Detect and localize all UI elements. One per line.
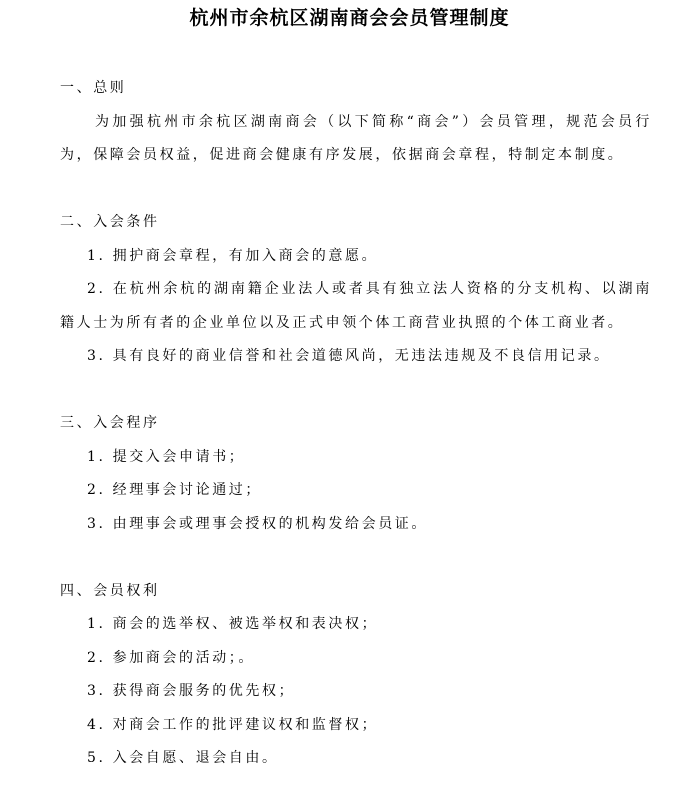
document-title: 杭州市余杭区湖南商会会员管理制度 [189, 7, 510, 29]
section-general [60, 72, 652, 173]
section-heading: 四、会员权利 [60, 582, 160, 599]
section-heading: 二、入会条件 [60, 214, 160, 230]
list-item: 3. 具有良好的商业信誉和社会道德风尚，无违法违规及不良信用记录。 [87, 348, 611, 364]
list-item: 2. 参加商会的活动；。 [87, 649, 256, 666]
list-item: 1. 提交入会申请书； [87, 448, 246, 465]
list-item: 1. 商会的选举权、被选举权和表决权； [87, 616, 379, 632]
section-heading: 一、总则 [60, 80, 127, 96]
list-item: 5. 入会自愿、退会自由。 [87, 750, 279, 766]
list-item: 3. 获得商会服务的优先权； [87, 683, 296, 699]
section-membership-conditions [60, 206, 652, 374]
list-item: 4. 对商会工作的批评建议权和监督权； [87, 716, 379, 733]
list-item: 2. 经理事会讨论通过； [87, 482, 263, 498]
document-body [60, 72, 652, 809]
list-item: 3. 由理事会或理事会授权的机构发给会员证。 [87, 515, 429, 532]
list-item: 1. 拥护商会章程，有加入商会的意愿。 [87, 247, 379, 264]
list-item: 2. 在杭州余杭的湖南籍企业法人或者具有独立法人资格的分支机构、以湖南籍人士为所有者的企业单位以及正式申领个体工商营业执照的个体工商业者。 [60, 281, 652, 331]
section-heading: 三、入会程序 [60, 415, 160, 431]
section-member-rights [60, 575, 652, 776]
section-membership-procedure [60, 407, 652, 541]
paragraph: 为加强杭州市余杭区湖南商会（以下简称“商会”）会员管理，规范会员行为，保障会员权益，促进商会健康有序发展，依据商会章程，特制定本制度。 [60, 113, 652, 163]
